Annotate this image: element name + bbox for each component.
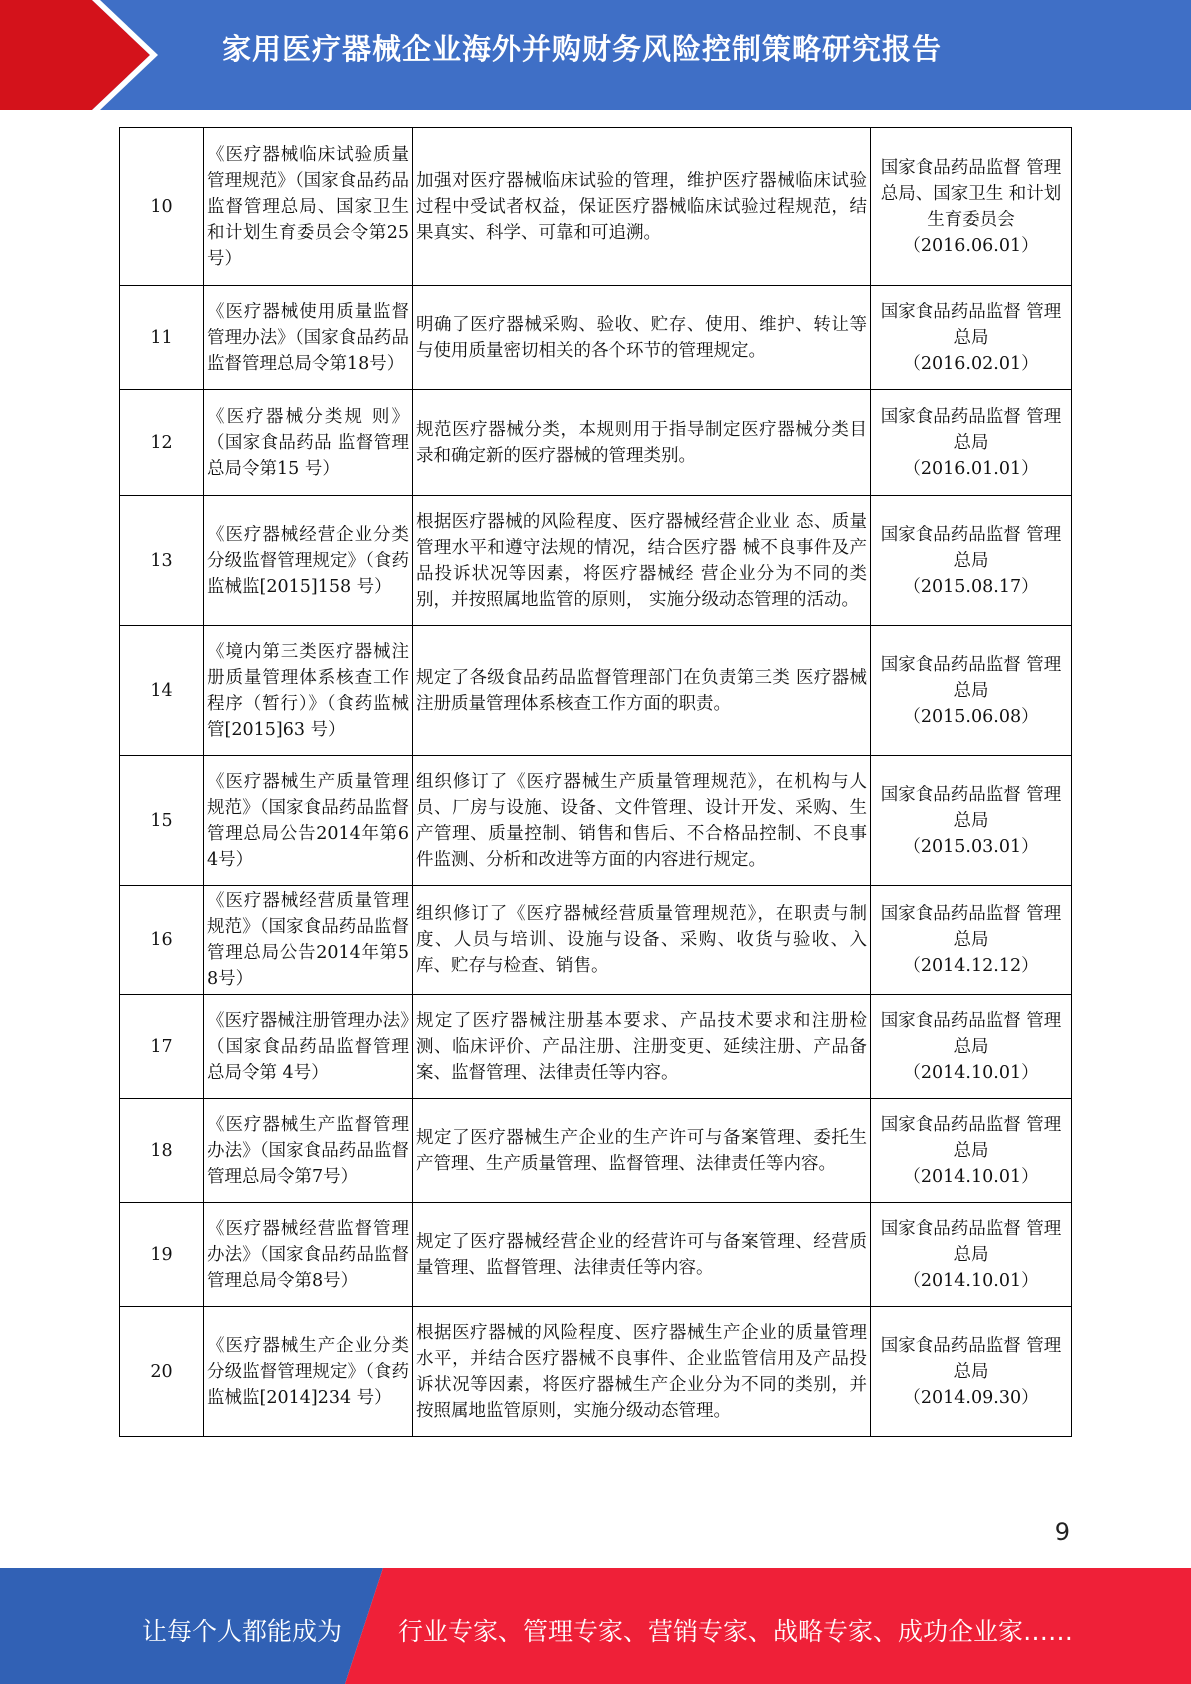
issuing-authority-cell: [871, 995, 1072, 1099]
regulation-description: 根据医疗器械的风险程度、医疗器械经营企业业 态、质量管理水平和遵守法规的情况，结合医疗器 械不良事件及产品投诉状况等因素，将医疗器械经 营企业分为不同的类别，并按照属地监管的原则， 实施分级动态管理的活动。: [413, 496, 871, 626]
regulation-description: 组织修订了《医疗器械经营质量管理规范》，在职责与制度、人员与培训、设施与设备、采购、收货与验收、入库、贮存与检查、销售。: [413, 886, 871, 995]
row-number: 16: [120, 886, 204, 995]
regulations-table: [119, 127, 1072, 1437]
effective-date: （2014.09.30）: [903, 1387, 1039, 1408]
issuing-authority: 国家食品药品监督 管理总局、国家卫生 和计划生育委员会: [880, 157, 1062, 230]
regulation-name: 《医疗器械经营企业分类分级监督管理规定》（食药监械监[2015]158 号）: [204, 496, 413, 626]
effective-date: （2014.10.01）: [903, 1270, 1039, 1291]
row-number: 15: [120, 756, 204, 886]
row-number: 13: [120, 496, 204, 626]
page-footer: [0, 1568, 1191, 1684]
issuing-authority-cell: [871, 1307, 1072, 1437]
report-title: 家用医疗器械企业海外并购财务风险控制策略研究报告: [222, 32, 943, 66]
issuing-authority-cell: [871, 496, 1072, 626]
issuing-authority-cell: [871, 886, 1072, 995]
regulation-name: 《医疗器械生产监督管理办法》（国家食品药品监督管理总局令第7号）: [204, 1099, 413, 1203]
table-row: [120, 626, 1072, 756]
page-header: [0, 0, 1191, 110]
footer-slogan-right: 行业专家、管理专家、营销专家、战略专家、成功企业家……: [398, 1617, 1074, 1646]
effective-date: （2016.02.01）: [903, 353, 1039, 374]
table-row: [120, 1307, 1072, 1437]
issuing-authority-cell: [871, 128, 1072, 286]
regulation-description: 根据医疗器械的风险程度、医疗器械生产企业的质量管理水平，并结合医疗器械不良事件、企业监管信用及产品投诉状况等因素，将医疗器械生产企业分为不同的类别，并按照属地监管原则，实施分级动态管理。: [413, 1307, 871, 1437]
row-number: 18: [120, 1099, 204, 1203]
footer-slogan-left: 让每个人都能成为: [142, 1617, 343, 1646]
regulation-description: 组织修订了《医疗器械生产质量管理规范》，在机构与人员、厂房与设施、设备、文件管理、设计开发、采购、生产管理、质量控制、销售和售后、不合格品控制、不良事件监测、分析和改进等方面的内容进行规定。: [413, 756, 871, 886]
regulation-name: 《医疗器械使用质量监督管理办法》（国家食品药品监督管理总局令第18号）: [204, 286, 413, 390]
row-number: 20: [120, 1307, 204, 1437]
regulation-name: 《医疗器械分类规 则》（国家食品药品 监督管理总局令第15 号）: [204, 390, 413, 496]
regulation-name: 《医疗器械生产企业分类分级监督管理规定》（食药监械监[2014]234 号）: [204, 1307, 413, 1437]
table-row: [120, 1203, 1072, 1307]
regulation-name: 《医疗器械生产质量管理规范》（国家食品药品监督管理总局公告2014年第64号）: [204, 756, 413, 886]
issuing-authority: 国家食品药品监督 管理总局: [880, 1010, 1062, 1057]
regulation-name: 《医疗器械注册管理办法》（国家食品药品监督管理总局令第 4号）: [204, 995, 413, 1099]
effective-date: （2016.06.01）: [903, 235, 1039, 256]
regulation-name: 《医疗器械经营监督管理办法》（国家食品药品监督管理总局令第8号）: [204, 1203, 413, 1307]
page-number: 9: [1054, 1518, 1070, 1546]
table-row: [120, 995, 1072, 1099]
regulation-name: 《医疗器械经营质量管理规范》（国家食品药品监督管理总局公告2014年第58号）: [204, 886, 413, 995]
regulation-description: 规范医疗器械分类，本规则用于指导制定医疗器械分类目录和确定新的医疗器械的管理类别。: [413, 390, 871, 496]
issuing-authority: 国家食品药品监督 管理总局: [880, 904, 1062, 950]
regulation-description: 规定了医疗器械经营企业的经营许可与备案管理、经营质量管理、监督管理、法律责任等内容。: [413, 1203, 871, 1307]
issuing-authority-cell: [871, 286, 1072, 390]
row-number: 19: [120, 1203, 204, 1307]
effective-date: （2015.08.17）: [903, 576, 1039, 597]
regulation-name: 《医疗器械临床试验质量管理规范》（国家食品药品监督管理总局、国家卫生和计划生育委员会令第25号）: [204, 128, 413, 286]
issuing-authority: 国家食品药品监督 管理总局: [880, 654, 1062, 701]
table-row: [120, 496, 1072, 626]
issuing-authority: 国家食品药品监督 管理总局: [880, 1114, 1062, 1161]
table-row: [120, 128, 1072, 286]
regulation-description: 规定了医疗器械注册基本要求、产品技术要求和注册检测、临床评价、产品注册、注册变更、延续注册、产品备案、监督管理、法律责任等内容。: [413, 995, 871, 1099]
issuing-authority-cell: [871, 1203, 1072, 1307]
issuing-authority: 国家食品药品监督 管理总局: [880, 301, 1062, 348]
regulation-description: 规定了医疗器械生产企业的生产许可与备案管理、委托生产管理、生产质量管理、监督管理、法律责任等内容。: [413, 1099, 871, 1203]
row-number: 12: [120, 390, 204, 496]
issuing-authority: 国家食品药品监督 管理总局: [880, 406, 1062, 453]
row-number: 11: [120, 286, 204, 390]
effective-date: （2014.10.01）: [903, 1062, 1039, 1083]
table-row: [120, 286, 1072, 390]
regulation-description: 加强对医疗器械临床试验的管理，维护医疗器械临床试验过程中受试者权益，保证医疗器械临床试验过程规范，结果真实、科学、可靠和可追溯。: [413, 128, 871, 286]
table-row: [120, 390, 1072, 496]
issuing-authority: 国家食品药品监督 管理总局: [880, 784, 1062, 831]
effective-date: （2014.12.12）: [903, 956, 1039, 976]
table-row: [120, 1099, 1072, 1203]
effective-date: （2015.06.08）: [903, 706, 1039, 727]
issuing-authority-cell: [871, 756, 1072, 886]
issuing-authority: 国家食品药品监督 管理总局: [880, 1335, 1062, 1382]
row-number: 17: [120, 995, 204, 1099]
table-row: [120, 886, 1072, 995]
issuing-authority-cell: [871, 1099, 1072, 1203]
issuing-authority-cell: [871, 390, 1072, 496]
regulation-description: 规定了各级食品药品监督管理部门在负责第三类 医疗器械注册质量管理体系核查工作方面的职责。: [413, 626, 871, 756]
issuing-authority: 国家食品药品监督 管理总局: [880, 524, 1062, 571]
regulation-description: 明确了医疗器械采购、验收、贮存、使用、维护、转让等与使用质量密切相关的各个环节的管理规定。: [413, 286, 871, 390]
row-number: 14: [120, 626, 204, 756]
table-row: [120, 756, 1072, 886]
row-number: 10: [120, 128, 204, 286]
effective-date: （2014.10.01）: [903, 1166, 1039, 1187]
issuing-authority-cell: [871, 626, 1072, 756]
effective-date: （2015.03.01）: [903, 836, 1039, 857]
effective-date: （2016.01.01）: [903, 458, 1039, 479]
issuing-authority: 国家食品药品监督 管理总局: [880, 1218, 1062, 1265]
regulation-name: 《境内第三类医疗器械注册质量管理体系核查工作程序（暂行）》（食药监械管[2015]63 号）: [204, 626, 413, 756]
table-body: [120, 128, 1072, 1437]
